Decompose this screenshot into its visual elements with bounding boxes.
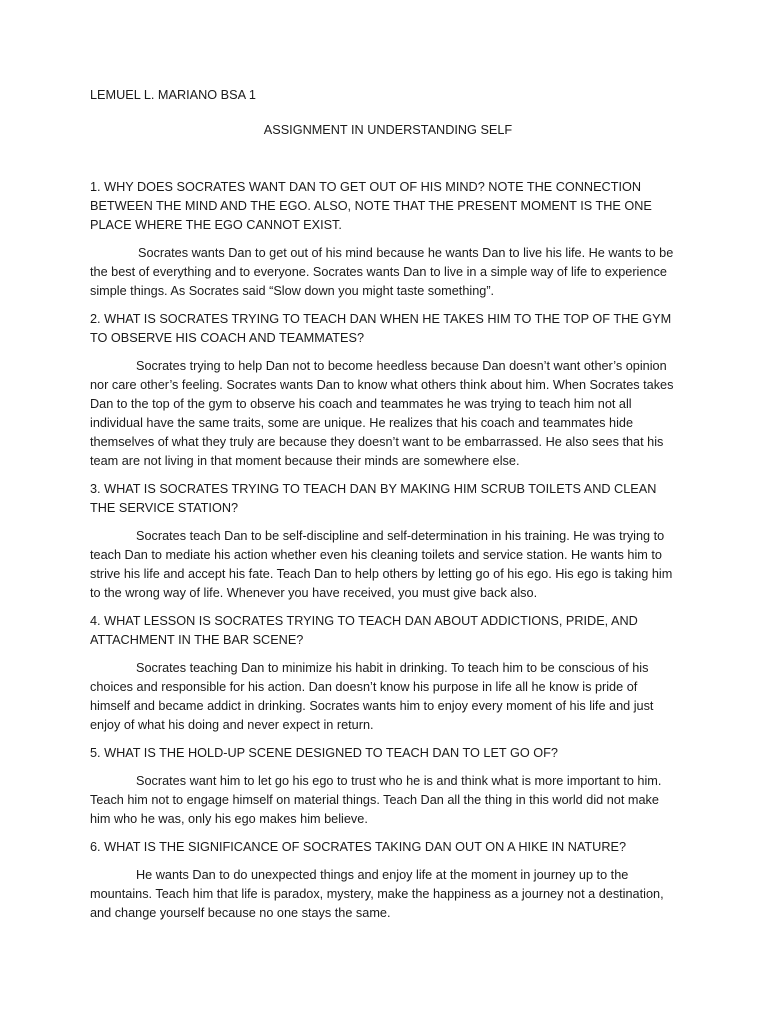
answer-4: Socrates teaching Dan to minimize his habit in drinking. To teach him to be conscious of his choices and responsible for his action. Dan doesn’t know his purpose in life all he know is pride of himself and became addict in drinking. Socrates wants him to enjoy every moment of his life and just enjoy of what his doing and never expect in return. [90, 661, 654, 732]
document-page [90, 86, 680, 932]
question-1: 1. WHY DOES SOCRATES WANT DAN TO GET OUT OF HIS MIND? NOTE THE CONNECTION BETWEEN THE MIND AND THE EGO. ALSO, NOTE THAT THE PRESENT MOMENT IS THE ONE PLACE WHERE THE EGO CANNOT EXIST. [90, 180, 652, 232]
question-4: 4. WHAT LESSON IS SOCRATES TRYING TO TEACH DAN ABOUT ADDICTIONS, PRIDE, AND ATTACHMENT IN THE BAR SCENE? [90, 614, 638, 647]
answer-2: Socrates trying to help Dan not to become heedless because Dan doesn’t want other’s opinion nor care other’s feeling. Socrates wants Dan to know what others think about him. When Socrates takes Dan to the top of the gym to observe his coach and teammates he was trying to teach him not all individual have the same traits, some are unique. He realizes that his coach and teammates hide themselves of what they truly are because they doesn’t want to be embarrassed. He also sees that his team are not living in that moment because their minds are somewhere else. [90, 359, 674, 468]
answer-6: He wants Dan to do unexpected things and enjoy life at the moment in journey up to the mountains. Teach him that life is paradox, mystery, make the happiness as a journey not a destination, and change yourself because no one stays the same. [90, 868, 664, 920]
question-6: 6. WHAT IS THE SIGNIFICANCE OF SOCRATES TAKING DAN OUT ON A HIKE IN NATURE? [90, 840, 627, 854]
answer-1: Socrates wants Dan to get out of his mind because he wants Dan to live his life. He wants to be the best of everything and to everyone. Socrates wants Dan to live in a simple way of life to experience simple things. As Socrates said “Slow down you might taste something”. [90, 246, 674, 298]
question-2: 2. WHAT IS SOCRATES TRYING TO TEACH DAN WHEN HE TAKES HIM TO THE TOP OF THE GYM TO OBSERVE HIS COACH AND TEAMMATES? [90, 312, 672, 345]
document-title: ASSIGNMENT IN UNDERSTANDING SELF [263, 123, 513, 137]
answer-5: Socrates want him to let go his ego to trust who he is and think what is more important to him. Teach him not to engage himself on material things. Teach Dan all the thing in this world did not make him who he was, only his ego makes him believe. [90, 774, 662, 826]
question-3: 3. WHAT IS SOCRATES TRYING TO TEACH DAN BY MAKING HIM SCRUB TOILETS AND CLEAN THE SERVICE STATION? [90, 482, 657, 515]
author-line: LEMUEL L. MARIANO BSA 1 [90, 88, 256, 102]
answer-3: Socrates teach Dan to be self-discipline and self-determination in his training. He was trying to teach Dan to mediate his action whether even his cleaning toilets and service station. He wants him to strive his life and accept his fate. Teach Dan to help others by letting go of his ego. His ego is taking him to the wrong way of life. Whenever you have received, you must give back also. [90, 529, 673, 600]
question-5: 5. WHAT IS THE HOLD-UP SCENE DESIGNED TO TEACH DAN TO LET GO OF? [90, 746, 558, 760]
